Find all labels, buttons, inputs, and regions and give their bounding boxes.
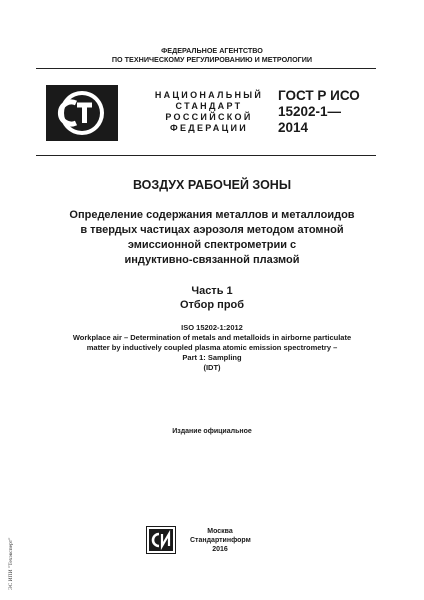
- subtitle-line: индуктивно-связанной плазмой: [124, 254, 300, 266]
- agency-line-2: ПО ТЕХНИЧЕСКОМУ РЕГУЛИРОВАНИЮ И МЕТРОЛОГИИ: [111, 55, 313, 64]
- subtitle-line: эмиссионной спектрометрии с: [127, 239, 297, 251]
- standard-number-line: ГОСТ Р ИСО: [278, 88, 360, 103]
- bottom-divider: [36, 155, 376, 156]
- top-divider: [36, 68, 376, 69]
- subtitle-line: Определение содержания металлов и металлоидов: [69, 209, 355, 221]
- english-line: Workplace air – Determination of metals and metalloids in airborne particulate: [72, 333, 352, 342]
- subtitle-line: в твердых частицах аэрозоля методом атомной: [80, 224, 344, 236]
- agency-line-1: ФЕДЕРАЛЬНОЕ АГЕНТСТВО: [161, 46, 263, 55]
- standard-number-line: 2014: [278, 120, 309, 135]
- publisher-name: Стандартинформ: [190, 537, 251, 544]
- national-standard-label: [150, 90, 268, 134]
- standard-label-line: НАЦИОНАЛЬНЫЙ: [154, 90, 264, 100]
- document-subtitle: [20, 208, 404, 268]
- publisher-year: 2016: [212, 546, 228, 553]
- document-title: ВОЗДУХ РАБОЧЕЙ ЗОНЫ: [132, 178, 292, 192]
- english-title: [16, 333, 408, 373]
- publisher-logo-icon: [146, 526, 176, 554]
- agency-header: [0, 46, 424, 64]
- standard-label-line: СТАНДАРТ: [175, 101, 243, 111]
- english-line: matter by inductively coupled plasma atomic emission spectrometry –: [86, 343, 338, 352]
- standard-label-line: ФЕДЕРАЦИИ: [169, 123, 249, 133]
- english-line: (IDT): [203, 363, 221, 372]
- side-watermark: [8, 520, 16, 590]
- standard-label-line: РОССИЙСКОЙ: [165, 112, 253, 122]
- publisher-city: Москва: [207, 528, 233, 535]
- part-heading: [0, 284, 424, 312]
- part-number: Часть 1: [191, 285, 233, 297]
- official-edition-note: Издание официальное: [172, 428, 252, 435]
- standard-number: [278, 88, 360, 136]
- part-name: Отбор проб: [179, 299, 245, 311]
- standard-number-line: 15202-1—: [278, 104, 342, 119]
- iso-reference: ISO 15202-1:2012: [181, 323, 243, 332]
- rst-logo-icon: [46, 85, 118, 141]
- side-watermark-text: ЭС ИПИ "Техэксперт": [8, 537, 14, 590]
- publisher-block: [190, 527, 250, 554]
- english-line: Part 1: Sampling: [182, 353, 242, 362]
